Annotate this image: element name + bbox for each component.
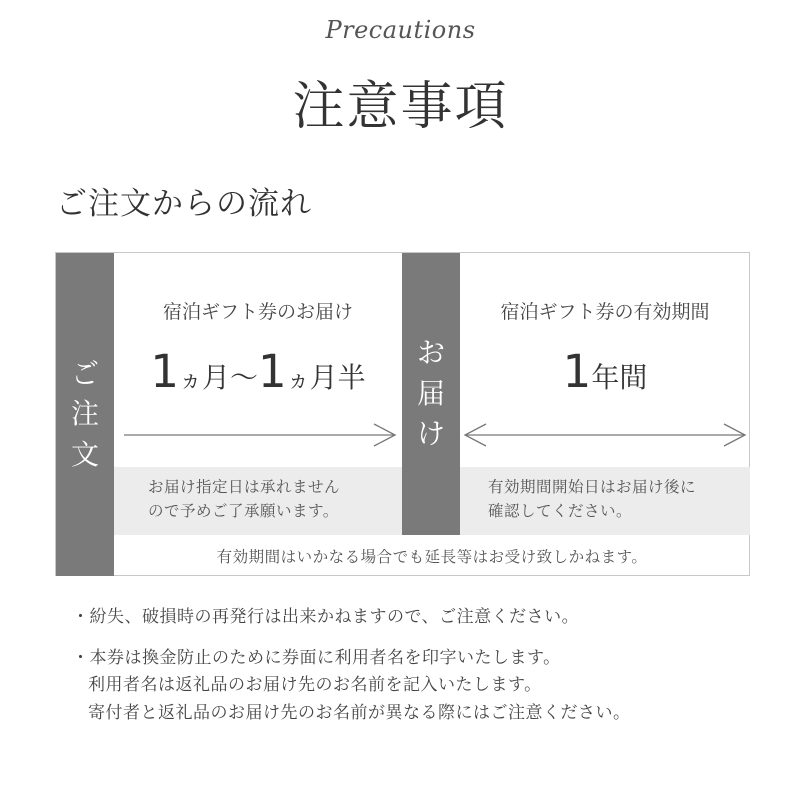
delivery-char: お — [416, 336, 445, 370]
section-heading-flow: ご注文からの流れ — [56, 186, 312, 222]
validity-heading: 宿泊ギフト券の有効期間 — [500, 301, 710, 323]
precaution-line: ・本券は換金防止のために券面に利用者名を印字いたします。 — [72, 648, 561, 669]
page-subtitle: Precautions — [325, 16, 476, 44]
delivery-month-2: 月半 — [309, 361, 366, 394]
list-item — [72, 604, 772, 631]
delivery-period — [114, 345, 402, 398]
validity-period — [460, 345, 750, 398]
delivery-bar — [402, 253, 460, 535]
validity-note — [488, 475, 696, 523]
delivery-unit-1: ヵ — [178, 367, 202, 393]
order-char: 文 — [70, 437, 99, 471]
list-item — [72, 645, 772, 727]
precautions-list — [72, 604, 772, 741]
order-flow-box — [55, 252, 750, 576]
delivery-note — [148, 475, 340, 523]
delivery-month-1: 月 — [201, 361, 230, 394]
double-arrow-icon — [462, 423, 748, 447]
delivery-note-line: ので予めご了承願います。 — [148, 502, 339, 521]
order-char: ご — [70, 356, 99, 390]
order-bar — [56, 253, 114, 576]
delivery-heading: 宿泊ギフト券のお届け — [162, 301, 353, 323]
order-char: 注 — [70, 397, 99, 431]
validity-note-line: 有効期間開始日はお届け後に — [488, 478, 697, 496]
validity-value: 1 — [562, 345, 592, 398]
delivery-value-2: 1 — [258, 345, 287, 398]
delivery-tilde: 〜 — [229, 361, 258, 394]
validity-unit: 年間 — [591, 361, 648, 394]
precaution-line: 利用者名は返礼品のお届け先のお名前を記入いたします。 — [88, 675, 542, 696]
page-title: 注意事項 — [292, 77, 509, 137]
delivery-value-1: 1 — [150, 345, 179, 398]
precaution-line: ・紛失、破損時の再発行は出来かねますので、ご注意ください。 — [72, 607, 580, 627]
right-arrow-icon — [122, 423, 398, 447]
precaution-line: 寄付者と返礼品のお届け先のお名前が異なる際にはご注意ください。 — [88, 702, 631, 723]
delivery-unit-2: ヵ — [286, 367, 310, 393]
delivery-note-line: お届け指定日は承れません — [148, 478, 341, 496]
delivery-char: 届 — [416, 376, 445, 410]
extension-note: 有効期間はいかなる場合でも延長等はお受け致しかねます。 — [216, 547, 648, 566]
validity-note-line: 確認してください。 — [488, 502, 633, 521]
delivery-char: け — [416, 417, 445, 451]
